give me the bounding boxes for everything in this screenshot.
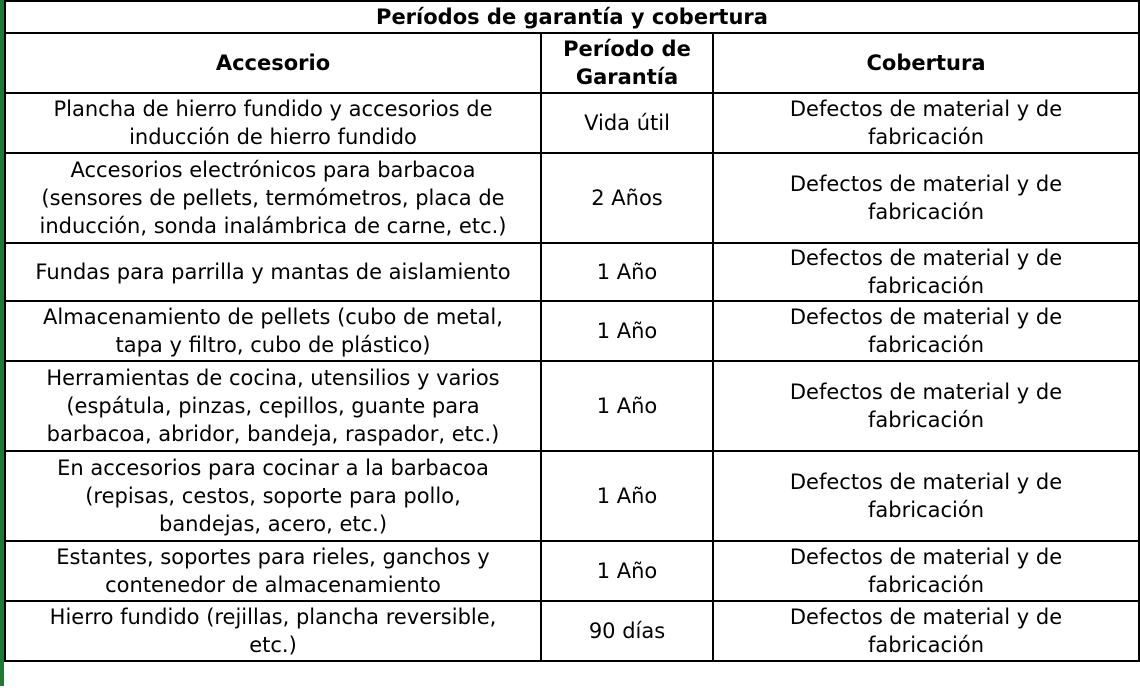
accessory-line: contenedor de almacenamiento xyxy=(105,573,441,597)
coverage-line: Defectos de material y de xyxy=(789,545,1063,569)
accessory-line: (repisas, cestos, soporte para pollo, xyxy=(85,484,461,508)
accessory-line: inducción de hierro fundido xyxy=(129,125,417,149)
accessory-line: Herramientas de cocina, utensilios y varios xyxy=(46,366,500,390)
coverage-line: fabricación xyxy=(868,573,985,597)
accessory-line: (sensores de pellets, termómetros, placa de xyxy=(41,186,505,210)
coverage-line: Defectos de material y de xyxy=(789,172,1063,196)
accessory-line: tapa y filtro, cubo de plástico) xyxy=(115,333,431,357)
accessory-line: Fundas para parrilla y mantas de aislamiento xyxy=(35,260,511,284)
cell-accessory xyxy=(5,301,541,361)
table-row xyxy=(5,451,1139,541)
coverage-line: fabricación xyxy=(868,633,985,657)
cell-coverage xyxy=(713,243,1139,301)
accessory-line: Almacenamiento de pellets (cubo de metal, xyxy=(43,305,503,329)
cell-accessory xyxy=(5,153,541,243)
cell-coverage xyxy=(713,361,1139,451)
accessory-line: (espátula, pinzas, cepillos, guante para xyxy=(66,394,480,418)
coverage-line: fabricación xyxy=(868,333,985,357)
header-accessory: Accesorio xyxy=(5,33,541,93)
accessory-line: inducción, sonda inalámbrica de carne, etc.) xyxy=(39,214,507,238)
accessory-line: Plancha de hierro fundido y accesorios de xyxy=(53,97,493,121)
cell-accessory xyxy=(5,243,541,301)
cell-accessory xyxy=(5,601,541,661)
coverage-line: fabricación xyxy=(868,408,985,432)
table-title: Períodos de garantía y cobertura xyxy=(5,1,1139,33)
header-period-line1: Período de xyxy=(563,37,691,61)
coverage-line: Defectos de material y de xyxy=(789,97,1063,121)
accessory-line: Accesorios electrónicos para barbacoa xyxy=(70,158,476,182)
header-coverage: Cobertura xyxy=(713,33,1139,93)
cell-accessory xyxy=(5,361,541,451)
cell-coverage xyxy=(713,601,1139,661)
coverage-line: fabricación xyxy=(868,274,985,298)
coverage-line: fabricación xyxy=(868,125,985,149)
table-row xyxy=(5,601,1139,661)
cell-coverage xyxy=(713,153,1139,243)
cell-accessory xyxy=(5,93,541,153)
cell-period: Vida útil xyxy=(541,93,713,153)
cell-accessory xyxy=(5,541,541,601)
cell-coverage xyxy=(713,541,1139,601)
accessory-line: barbacoa, abridor, bandeja, raspador, etc.) xyxy=(46,422,500,446)
table-title-row xyxy=(5,1,1139,33)
table-row xyxy=(5,361,1139,451)
table-row xyxy=(5,153,1139,243)
cell-period: 1 Año xyxy=(541,243,713,301)
cell-coverage xyxy=(713,451,1139,541)
table-row xyxy=(5,541,1139,601)
coverage-line: Defectos de material y de xyxy=(789,470,1063,494)
header-period-line2: Garantía xyxy=(575,65,679,89)
coverage-line: Defectos de material y de xyxy=(789,380,1063,404)
coverage-line: fabricación xyxy=(868,200,985,224)
table-row xyxy=(5,301,1139,361)
coverage-line: fabricación xyxy=(868,498,985,522)
cell-period: 2 Años xyxy=(541,153,713,243)
cell-period: 1 Año xyxy=(541,301,713,361)
accessory-line: En accesorios para cocinar a la barbacoa xyxy=(57,456,489,480)
accessory-line: Hierro fundido (rejillas, plancha reversible, xyxy=(49,605,497,629)
cell-coverage xyxy=(713,301,1139,361)
warranty-table xyxy=(4,0,1140,662)
header-period xyxy=(541,33,713,93)
accessory-line: Estantes, soportes para rieles, ganchos y xyxy=(56,545,490,569)
cell-period: 1 Año xyxy=(541,541,713,601)
table-row xyxy=(5,243,1139,301)
cell-accessory xyxy=(5,451,541,541)
cell-period: 90 días xyxy=(541,601,713,661)
cell-period: 1 Año xyxy=(541,451,713,541)
table-header-row xyxy=(5,33,1139,93)
accessory-line: bandejas, acero, etc.) xyxy=(158,512,388,536)
coverage-line: Defectos de material y de xyxy=(789,246,1063,270)
cell-coverage xyxy=(713,93,1139,153)
accessory-line: etc.) xyxy=(249,633,297,657)
table-row xyxy=(5,93,1139,153)
cell-period: 1 Año xyxy=(541,361,713,451)
coverage-line: Defectos de material y de xyxy=(789,305,1063,329)
coverage-line: Defectos de material y de xyxy=(789,605,1063,629)
